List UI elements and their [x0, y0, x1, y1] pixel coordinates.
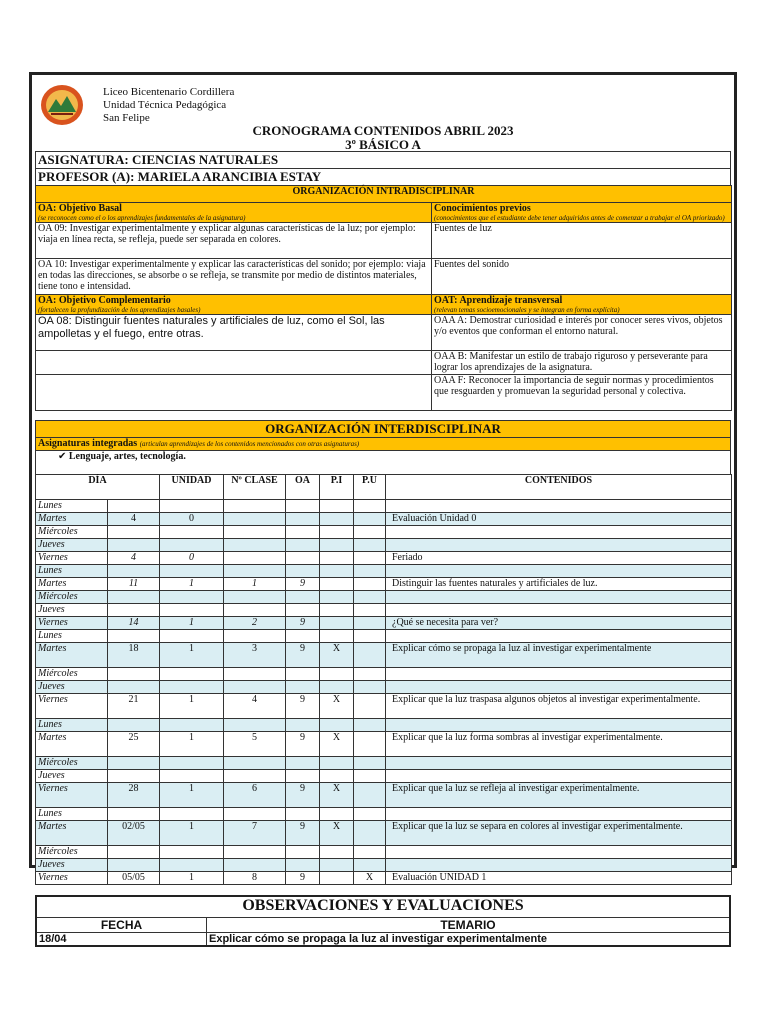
schedule-unidad	[160, 630, 224, 643]
schedule-unidad: 1	[160, 617, 224, 630]
schedule-dia: Lunes	[36, 630, 108, 643]
schedule-unidad	[160, 846, 224, 859]
fecha-header: FECHA	[36, 918, 206, 933]
schedule-unidad: 1	[160, 821, 224, 846]
schedule-fecha	[108, 604, 160, 617]
schedule-clase	[224, 808, 286, 821]
oa-comp-title: OA: Objetivo Complementario	[38, 295, 171, 306]
schedule-pi	[320, 681, 354, 694]
schedule-clase: 8	[224, 872, 286, 885]
interdisciplinar-table	[35, 420, 731, 478]
schedule-oa: 9	[286, 578, 320, 591]
schedule-pi	[320, 770, 354, 783]
schedule-contenido	[386, 859, 732, 872]
schedule-contenido	[386, 719, 732, 732]
schedule-row	[36, 681, 732, 694]
schedule-dia: Viernes	[36, 552, 108, 565]
schedule-contenido: Explicar que la luz se refleja al investigar experimentalmente.	[386, 783, 732, 808]
asignatura-label: ASIGNATURA: CIENCIAS NATURALES	[36, 152, 731, 169]
schedule-row	[36, 552, 732, 565]
schedule-dia: Miércoles	[36, 846, 108, 859]
oa-comp-header	[36, 295, 432, 315]
empty-cell	[36, 375, 432, 411]
schedule-pu	[354, 513, 386, 526]
oa-basal-text: OA 10: Investigar experimentalmente y explicar las características del sonido; por ejemplo: viaja en todas las direcciones, se absorbe o se refleja, se transmite por medio de distintos materiales, tiene tono e intensidad.	[36, 259, 432, 295]
schedule-unidad	[160, 757, 224, 770]
schedule-dia: Jueves	[36, 604, 108, 617]
schedule-unidad	[160, 500, 224, 513]
profesor-label: PROFESOR (A): MARIELA ARANCIBIA ESTAY	[36, 169, 731, 186]
schedule-dia: Jueves	[36, 539, 108, 552]
conocimientos-note: (conocimientos que el estudiante debe tener adquiridos antes de comenzar a trabajar el OA priorizado)	[434, 214, 725, 222]
schedule-dia: Lunes	[36, 500, 108, 513]
schedule-pu	[354, 578, 386, 591]
schedule-dia: Lunes	[36, 808, 108, 821]
schedule-contenido	[386, 539, 732, 552]
schedule-pi	[320, 526, 354, 539]
schedule-pi	[320, 578, 354, 591]
schedule-pu	[354, 859, 386, 872]
document-header	[35, 78, 731, 152]
schedule-fecha: 4	[108, 552, 160, 565]
schedule-pu	[354, 630, 386, 643]
schedule-oa	[286, 552, 320, 565]
schedule-unidad	[160, 539, 224, 552]
schedule-pu	[354, 591, 386, 604]
schedule-pu	[354, 668, 386, 681]
schedule-oa	[286, 526, 320, 539]
schedule-oa: 9	[286, 694, 320, 719]
schedule-row	[36, 591, 732, 604]
oa-basal-note: (se reconocen como el o los aprendizajes fundamentales de la asignatura)	[38, 214, 246, 222]
schedule-contenido: Explicar que la luz forma sombras al investigar experimentalmente.	[386, 732, 732, 757]
header-oa: OA	[286, 475, 320, 500]
schedule-unidad	[160, 719, 224, 732]
schedule-oa	[286, 500, 320, 513]
schedule-unidad: 1	[160, 783, 224, 808]
schedule-row	[36, 846, 732, 859]
schedule-unidad: 1	[160, 694, 224, 719]
schedule-pi	[320, 630, 354, 643]
schedule-dia: Jueves	[36, 859, 108, 872]
schedule-dia: Jueves	[36, 681, 108, 694]
schedule-contenido	[386, 565, 732, 578]
header-pu: P.U	[354, 475, 386, 500]
schedule-contenido: Evaluación Unidad 0	[386, 513, 732, 526]
schedule-dia: Martes	[36, 732, 108, 757]
oa-comp-text: OA 08: Distinguir fuentes naturales y artificiales de luz, como el Sol, las ampolletas y el fuego, entre otras.	[36, 315, 432, 351]
schedule-contenido	[386, 757, 732, 770]
schedule-oa	[286, 539, 320, 552]
schedule-dia: Viernes	[36, 617, 108, 630]
schedule-pi	[320, 604, 354, 617]
schedule-unidad	[160, 859, 224, 872]
header-unidad: UNIDAD	[160, 475, 224, 500]
schedule-oa	[286, 591, 320, 604]
schedule-unidad	[160, 668, 224, 681]
schedule-dia: Martes	[36, 578, 108, 591]
schedule-pi	[320, 719, 354, 732]
schedule-fecha: 18	[108, 643, 160, 668]
schedule-oa	[286, 757, 320, 770]
schedule-pu	[354, 783, 386, 808]
schedule-row	[36, 513, 732, 526]
obs-temario: Explicar cómo se propaga la luz al investigar experimentalmente	[206, 933, 730, 947]
schedule-fecha: 05/05	[108, 872, 160, 885]
oat-header	[432, 295, 732, 315]
schedule-row	[36, 821, 732, 846]
schedule-row	[36, 732, 732, 757]
schedule-contenido: Explicar que la luz se separa en colores al investigar experimentalmente.	[386, 821, 732, 846]
schedule-dia: Viernes	[36, 783, 108, 808]
schedule-header-row	[36, 475, 732, 500]
schedule-row	[36, 604, 732, 617]
schedule-pi: X	[320, 821, 354, 846]
schedule-contenido	[386, 668, 732, 681]
schedule-fecha	[108, 526, 160, 539]
schedule-unidad: 1	[160, 732, 224, 757]
schedule-clase: 5	[224, 732, 286, 757]
header-pi: P.I	[320, 475, 354, 500]
schedule-fecha	[108, 668, 160, 681]
schedule-clase	[224, 846, 286, 859]
schedule-dia: Miércoles	[36, 668, 108, 681]
schedule-fecha	[108, 757, 160, 770]
schedule-pu	[354, 719, 386, 732]
schedule-fecha	[108, 591, 160, 604]
schedule-dia: Martes	[36, 643, 108, 668]
schedule-clase	[224, 770, 286, 783]
schedule-fecha: 28	[108, 783, 160, 808]
check-item: Lenguaje, artes, tecnología.	[68, 451, 186, 462]
schedule-clase	[224, 539, 286, 552]
schedule-oa	[286, 770, 320, 783]
schedule-contenido: Evaluación UNIDAD 1	[386, 872, 732, 885]
schedule-contenido	[386, 591, 732, 604]
schedule-unidad	[160, 526, 224, 539]
schedule-pu	[354, 617, 386, 630]
schedule-pu	[354, 681, 386, 694]
schedule-row	[36, 630, 732, 643]
schedule-clase	[224, 591, 286, 604]
integradas-title: Asignaturas integradas	[38, 438, 138, 449]
header-dia: DÍA	[36, 475, 160, 500]
meta-table	[35, 151, 731, 186]
schedule-unidad: 1	[160, 872, 224, 885]
oat-item: OAA B: Manifestar un estilo de trabajo riguroso y perseverante para lograr los aprendizajes de la asignatura.	[432, 351, 732, 375]
schedule-row	[36, 668, 732, 681]
schedule-fecha: 11	[108, 578, 160, 591]
schedule-contenido	[386, 500, 732, 513]
schedule-row	[36, 757, 732, 770]
schedule-fecha	[108, 719, 160, 732]
schedule-pi	[320, 552, 354, 565]
schedule-contenido: Explicar que la luz traspasa algunos objetos al investigar experimentalmente.	[386, 694, 732, 719]
schedule-fecha	[108, 681, 160, 694]
schedule-fecha: 21	[108, 694, 160, 719]
schedule-clase	[224, 668, 286, 681]
schedule-dia: Viernes	[36, 872, 108, 885]
schedule-fecha	[108, 859, 160, 872]
schedule-clase	[224, 757, 286, 770]
schedule-contenido	[386, 770, 732, 783]
schedule-contenido	[386, 630, 732, 643]
schedule-pi	[320, 846, 354, 859]
schedule-row	[36, 770, 732, 783]
schedule-row	[36, 539, 732, 552]
schedule-pu	[354, 757, 386, 770]
schedule-pi: X	[320, 732, 354, 757]
integradas-header	[36, 438, 731, 451]
schedule-clase	[224, 604, 286, 617]
schedule-dia: Lunes	[36, 565, 108, 578]
schedule-clase: 2	[224, 617, 286, 630]
schedule-pu	[354, 539, 386, 552]
observaciones-title: OBSERVACIONES Y EVALUACIONES	[36, 896, 730, 918]
schedule-clase	[224, 500, 286, 513]
schedule-fecha: 25	[108, 732, 160, 757]
header-contenidos: CONTENIDOS	[386, 475, 732, 500]
schedule-clase: 6	[224, 783, 286, 808]
school-name: Liceo Bicentenario Cordillera	[103, 86, 235, 98]
schedule-row	[36, 859, 732, 872]
prev-knowledge: Fuentes de luz	[432, 223, 732, 259]
schedule-oa	[286, 630, 320, 643]
schedule-row	[36, 872, 732, 885]
oa-basal-header	[36, 203, 432, 223]
header-clase: Nº CLASE	[224, 475, 286, 500]
page-subtitle: 3º BÁSICO A	[345, 137, 421, 152]
inter-section-title: ORGANIZACIÓN INTERDISCIPLINAR	[36, 421, 731, 438]
schedule-pi: X	[320, 783, 354, 808]
schedule-fecha	[108, 630, 160, 643]
obs-fecha: 18/04	[36, 933, 206, 947]
schedule-pi	[320, 668, 354, 681]
temario-header: TEMARIO	[206, 918, 730, 933]
schedule-pu	[354, 526, 386, 539]
schedule-clase	[224, 719, 286, 732]
schedule-oa: 9	[286, 821, 320, 846]
schedule-unidad	[160, 591, 224, 604]
schedule-unidad: 0	[160, 513, 224, 526]
schedule-row	[36, 808, 732, 821]
schedule-pu	[354, 604, 386, 617]
schedule-oa: 9	[286, 643, 320, 668]
schedule-oa: 9	[286, 732, 320, 757]
schedule-unidad: 0	[160, 552, 224, 565]
schedule-pu	[354, 770, 386, 783]
schedule-pu	[354, 694, 386, 719]
schedule-unidad	[160, 808, 224, 821]
schedule-pu	[354, 732, 386, 757]
oat-title: OAT: Aprendizaje transversal	[434, 295, 563, 306]
schedule-pi	[320, 808, 354, 821]
schedule-clase: 1	[224, 578, 286, 591]
schedule-pi	[320, 513, 354, 526]
conocimientos-title: Conocimientos previos	[434, 203, 531, 214]
schedule-contenido: ¿Qué se necesita para ver?	[386, 617, 732, 630]
schedule-clase	[224, 859, 286, 872]
intradisciplinar-table	[35, 185, 732, 411]
schedule-dia: Martes	[36, 821, 108, 846]
schedule-unidad	[160, 681, 224, 694]
oat-item: OAA F: Reconocer la importancia de seguir normas y procedimientos que resguarden y promuevan la seguridad personal y colectiva.	[432, 375, 732, 411]
checkmark-icon: ✔	[58, 451, 67, 462]
oa-basal-title: OA: Objetivo Basal	[38, 203, 122, 214]
schedule-dia: Martes	[36, 513, 108, 526]
schedule-pu	[354, 846, 386, 859]
schedule-contenido	[386, 846, 732, 859]
school-unit: Unidad Técnica Pedagógica	[103, 99, 227, 111]
schedule-fecha	[108, 565, 160, 578]
schedule-row	[36, 500, 732, 513]
schedule-pi	[320, 757, 354, 770]
schedule-oa	[286, 681, 320, 694]
schedule-dia: Miércoles	[36, 591, 108, 604]
schedule-oa	[286, 846, 320, 859]
schedule-unidad	[160, 770, 224, 783]
schedule-pi	[320, 591, 354, 604]
schedule-dia: Lunes	[36, 719, 108, 732]
schedule-contenido	[386, 808, 732, 821]
schedule-row	[36, 719, 732, 732]
schedule-row	[36, 526, 732, 539]
school-city: San Felipe	[103, 112, 150, 124]
schedule-clase	[224, 565, 286, 578]
schedule-oa	[286, 668, 320, 681]
schedule-table	[35, 474, 732, 885]
schedule-dia: Viernes	[36, 694, 108, 719]
schedule-oa	[286, 859, 320, 872]
oat-note: (relevan temas socioemocionales y se integran en forma explícita)	[434, 306, 620, 314]
schedule-clase	[224, 552, 286, 565]
schedule-row	[36, 643, 732, 668]
schedule-clase: 7	[224, 821, 286, 846]
schedule-row	[36, 694, 732, 719]
schedule-oa	[286, 565, 320, 578]
schedule-pi	[320, 872, 354, 885]
schedule-fecha	[108, 770, 160, 783]
schedule-pi	[320, 565, 354, 578]
page-title: CRONOGRAMA CONTENIDOS ABRIL 2023	[252, 123, 514, 138]
schedule-unidad	[160, 604, 224, 617]
observaciones-table	[35, 895, 731, 947]
schedule-row	[36, 617, 732, 630]
oa-basal-text: OA 09: Investigar experimentalmente y explicar algunas características de la luz; por ejemplo: viaja en línea recta, se refleja, puede ser separada en colores.	[36, 223, 432, 259]
oat-item: OAA A: Demostrar curiosidad e interés por conocer seres vivos, objetos y/o eventos que conforman el entorno natural.	[432, 315, 732, 351]
schedule-pu	[354, 552, 386, 565]
schedule-oa	[286, 604, 320, 617]
integradas-note: (articulan aprendizajes de los contenidos mencionados con otras asignaturas)	[139, 440, 360, 448]
schedule-clase: 4	[224, 694, 286, 719]
schedule-body	[36, 500, 732, 885]
schedule-unidad: 1	[160, 578, 224, 591]
schedule-unidad	[160, 565, 224, 578]
schedule-oa: 9	[286, 617, 320, 630]
schedule-fecha	[108, 500, 160, 513]
empty-cell	[36, 351, 432, 375]
schedule-clase	[224, 513, 286, 526]
schedule-oa	[286, 808, 320, 821]
schedule-clase	[224, 526, 286, 539]
schedule-pi	[320, 539, 354, 552]
schedule-pu	[354, 565, 386, 578]
school-logo-icon	[39, 82, 85, 128]
schedule-fecha	[108, 808, 160, 821]
schedule-pu	[354, 808, 386, 821]
schedule-dia: Miércoles	[36, 526, 108, 539]
school-info	[103, 86, 234, 125]
schedule-contenido: Feriado	[386, 552, 732, 565]
schedule-row	[36, 783, 732, 808]
schedule-fecha: 02/05	[108, 821, 160, 846]
schedule-pu	[354, 500, 386, 513]
prev-knowledge: Fuentes del sonido	[432, 259, 732, 295]
schedule-row	[36, 565, 732, 578]
schedule-oa	[286, 513, 320, 526]
schedule-row	[36, 578, 732, 591]
schedule-fecha	[108, 846, 160, 859]
schedule-clase	[224, 681, 286, 694]
schedule-pi	[320, 859, 354, 872]
schedule-pu: X	[354, 872, 386, 885]
schedule-oa	[286, 719, 320, 732]
schedule-pi: X	[320, 643, 354, 668]
oa-comp-note: (fortalecen la profundización de los aprendizajes basales)	[38, 306, 201, 314]
schedule-contenido	[386, 526, 732, 539]
schedule-pi	[320, 500, 354, 513]
schedule-fecha: 4	[108, 513, 160, 526]
schedule-fecha	[108, 539, 160, 552]
schedule-oa: 9	[286, 872, 320, 885]
schedule-fecha: 14	[108, 617, 160, 630]
schedule-contenido: Distinguir las fuentes naturales y artificiales de luz.	[386, 578, 732, 591]
schedule-contenido: Explicar cómo se propaga la luz al investigar experimentalmente	[386, 643, 732, 668]
schedule-pi: X	[320, 694, 354, 719]
schedule-contenido	[386, 604, 732, 617]
conocimientos-header	[432, 203, 732, 223]
schedule-pu	[354, 821, 386, 846]
schedule-contenido	[386, 681, 732, 694]
intra-section-title: ORGANIZACIÓN INTRADISCIPLINAR	[36, 186, 732, 203]
schedule-oa: 9	[286, 783, 320, 808]
schedule-dia: Miércoles	[36, 757, 108, 770]
schedule-clase: 3	[224, 643, 286, 668]
schedule-pu	[354, 643, 386, 668]
schedule-clase	[224, 630, 286, 643]
schedule-dia: Jueves	[36, 770, 108, 783]
schedule-pi	[320, 617, 354, 630]
schedule-unidad: 1	[160, 643, 224, 668]
